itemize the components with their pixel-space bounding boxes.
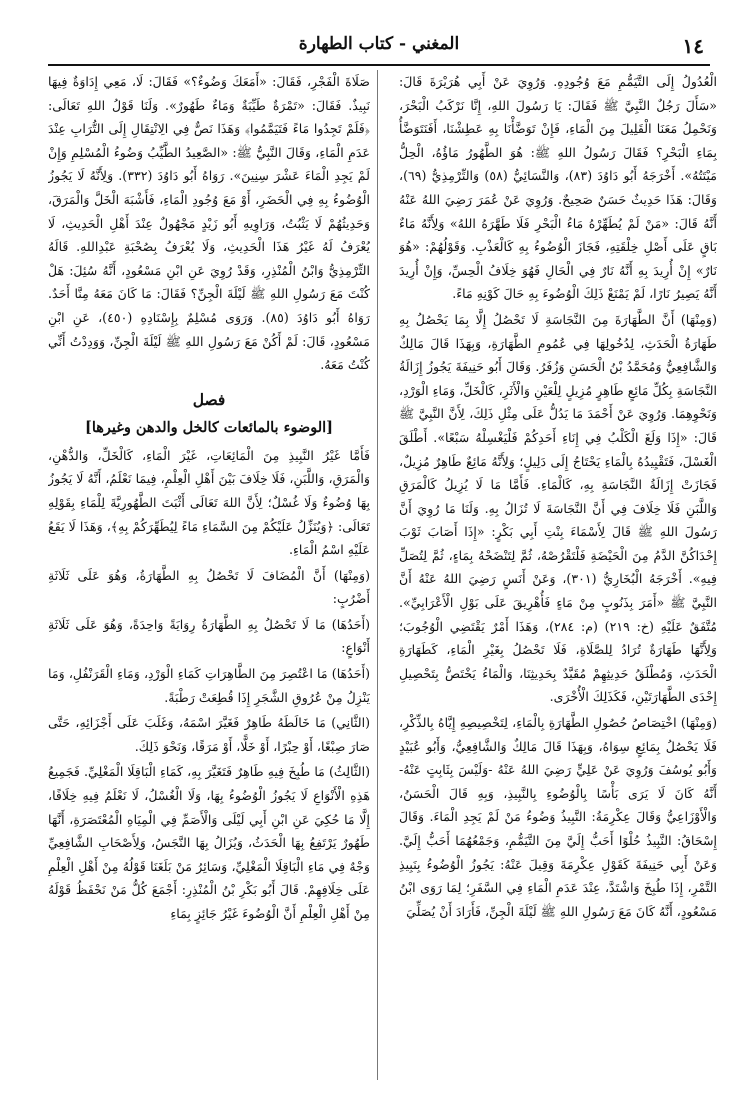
- paragraph: (وَمِنْهَا) أَنَّ الطَّهَارَةَ مِنَ النَّجَاسَةِ لَا تَحْصُلُ إِلَّا بِمَا يَحْصُلُ بِهِ طَهَارَةُ الْحَدَثِ، لِدُخُولِهَا فِي عُمُومِ الطَّهَارَةِ، وَبِهَذَا قَالَ مَالِكٌ وَالشَّافِعِيُّ وَمُحَمَّدُ بْنُ الْحَسَنِ وَزُفَرُ. وَقَالَ أَبُو حَنِيفَةَ يَجُوزُ إِزَالَةُ النَّجَاسَةِ بِكُلِّ مَائِعٍ طَاهِرٍ مُزِيلٍ لِلْعَيْنِ وَالْأَثَرِ، كَالْخَلِّ، وَمَاءِ الْوَرْدِ، وَنَحْوِهِمَا. وَرُوِيَ عَنْ أَحْمَدَ مَا يَدُلُّ عَلَى مِثْلِ ذَلِكَ، لِأَنَّ النَّبِيَّ ﷺ قَالَ: «إِذَا وَلَغَ الْكَلْبُ فِي إِنَاءِ أَحَدِكُمْ فَلْيَغْسِلْهُ سَبْعًا». أَطْلَقَ الْغَسْلَ، فَتَقْيِيدُهُ بِالْمَاءِ يَحْتَاجُ إِلَى دَلِيلٍ؛ وَلِأَنَّهُ مَائِعٌ طَاهِرٌ مُزِيلٌ، فَجَازَتْ إِزَالَةُ النَّجَاسَةِ بِهِ، كَالْمَاءِ. فَأَمَّا مَا لَا يُزِيلُ كَالْمَرَقِ وَاللَّبَنِ فَلَا خِلَافَ فِي أَنَّ النَّجَاسَةَ لَا تُزَالُ بِهِ. وَلَنَا مَا رُوِيَ أَنَّ رَسُولَ اللهِ ﷺ قَالَ لِأَسْمَاءَ بِنْتِ أَبِي بَكْرٍ: «إِذَا أَصَابَ ثَوْبَ إِحْدَاكُنَّ الدَّمُ مِنَ الْحَيْضَةِ فَلْتَقْرُصْهُ، ثُمَّ لِتَنْضَحْهُ بِمَاءٍ، ثُمَّ لِتُصَلِّ فِيهِ». أَخْرَجَهُ الْبُخَارِيُّ (٣٠١)، وَعَنْ أَنَسٍ رَضِيَ اللهُ عَنْهُ أَنَّ النَّبِيَّ ﷺ «أَمَرَ بِذَنُوبٍ مِنْ مَاءٍ فَأُهْرِيقَ عَلَى بَوْلِ الْأَعْرَابِيِّ». مُتَّفَقٌ عَلَيْهِ (خ: ٢١٩) (م: ٢٨٤)، وَهَذَا أَمْرٌ يَقْتَضِي الْوُجُوبَ؛ وَلِأَنَّهَا طَهَارَةٌ تُرَادُ لِلصَّلَاةِ، فَلَا تَحْصُلُ بِغَيْرِ الْمَاءِ، كَطَهَارَةِ الْحَدَثِ، وَمُطْلَقُ حَدِيثِهِمْ مُقَيَّدٌ بِحَدِيثِنَا، وَالْمَاءُ يَخْتَصُّ بِتَحْصِيلِ إِحْدَى الطَّهَارَتَيْنِ، فَكَذَلِكَ الْأُخْرَى.: [399, 311, 717, 705]
- column-divider: [377, 70, 378, 1080]
- left-column: [48, 70, 370, 1076]
- section-heading: فصل: [192, 389, 226, 409]
- paragraph: الْعُدُولُ إِلَى التَّيَمُّمِ مَعَ وُجُودِهِ. وَرُوِيَ عَنْ أَبِي هُرَيْرَةَ قَالَ: «سَأَلَ رَجُلٌ النَّبِيَّ ﷺ فَقَالَ: يَا رَسُولَ اللهِ، إِنَّا نَرْكَبُ الْبَحْرَ، وَنَحْمِلُ مَعَنَا الْقَلِيلَ مِنَ الْمَاءِ، فَإِنْ تَوَضَّأْنَا بِهِ عَطِشْنَا، أَفَنَتَوَضَّأُ بِمَاءِ الْبَحْرِ؟ فَقَالَ رَسُولُ اللهِ ﷺ: هُوَ الطَّهُورُ مَاؤُهُ، الْحِلُّ مَيْتَتُهُ». أَخْرَجَهُ أَبُو دَاوُدَ (٨٣)، وَالنَّسَائِيُّ (٥٨) وَالتِّرْمِذِيُّ (٦٩)، وَقَالَ: هَذَا حَدِيثٌ حَسَنٌ صَحِيحٌ. وَرُوِيَ عَنْ عُمَرَ رَضِيَ اللهُ عَنْهُ أَنَّهُ قَالَ: «مَنْ لَمْ يُطَهِّرْهُ مَاءُ الْبَحْرِ فَلَا طَهَّرَهُ اللهُ» وَلِأَنَّهُ مَاءٌ بَاقٍ عَلَى أَصْلِ خِلْقَتِهِ، فَجَازَ الْوُضُوءُ بِهِ كَالْعَذْبِ. وَقَوْلُهُمْ: «هُوَ نَارٌ» إِنْ أُرِيدَ بِهِ أَنَّهُ نَارٌ فِي الْحَالِ فَهُوَ خِلَافُ الْحِسِّ، وَإِنْ أُرِيدَ أَنَّهُ يَصِيرُ نَارًا، لَمْ يَمْنَعْ ذَلِكَ الْوُضُوءَ بِهِ حَالَ كَوْنِهِ مَاءً.: [399, 74, 717, 302]
- paragraph: (أَحَدُهَا) مَا اعْتُصِرَ مِنَ الطَّاهِرَاتِ كَمَاءِ الْوَرْدِ، وَمَاءِ الْقَرَنْفُلِ، وَمَا يَنْزِلُ مِنْ عُرُوقِ الشَّجَرِ إِذَا قُطِعَتْ رَطْبَةً.: [48, 666, 370, 705]
- page-number: ١٤: [682, 34, 704, 58]
- page-header: [48, 30, 710, 66]
- paragraph: فَأَمَّا غَيْرُ النَّبِيذِ مِنَ الْمَائِعَاتِ، غَيْرَ الْمَاءِ، كَالْخَلِّ، وَالدُّهْنِ، وَالْمَرَقِ، وَاللَّبَنِ، فَلَا خِلَافَ بَيْنَ أَهْلِ الْعِلْمِ، فِيمَا نَعْلَمُ، أَنَّهُ لَا يَجُوزُ بِهَا وُضُوءٌ وَلَا غُسْلٌ؛ لِأَنَّ اللهَ تَعَالَى أَثْبَتَ الطَّهُورِيَّةَ لِلْمَاءِ بِقَوْلِهِ تَعَالَى: ﴿وَيُنَزِّلُ عَلَيْكُمْ مِنَ السَّمَاءِ مَاءً لِيُطَهِّرَكُمْ بِهِ﴾، وَهَذَا لَا يَقَعُ عَلَيْهِ اسْمُ الْمَاءِ.: [48, 447, 370, 558]
- paragraph: (الثَّالِثُ) مَا طُبِخَ فِيهِ طَاهِرٌ فَتَغَيَّرَ بِهِ، كَمَاءِ الْبَاقِلَا الْمَغْلِيِّ. فَجَمِيعُ هَذِهِ الْأَنْوَاعِ لَا يَجُوزُ الْوُضُوءُ بِهَا، وَلَا الْغُسْلُ، لَا نَعْلَمُ فِيهِ خِلَافًا، إِلَّا مَا حُكِيَ عَنِ ابْنِ أَبِي لَيْلَى وَالْأَصَمِّ فِي الْمِيَاهِ الْمُعْتَصَرَةِ، أَنَّهَا طَهُورٌ يَرْتَفِعُ بِهَا الْحَدَثُ، وَيُزَالُ بِهَا النَّجَسُ، وَلِأَصْحَابِ الشَّافِعِيِّ وَجْهٌ فِي مَاءِ الْبَاقِلَا الْمَغْلِيِّ، وَسَائِرُ مَنْ بَلَغَنَا قَوْلُهُ مِنْ أَهْلِ الْعِلْمِ عَلَى خِلَافِهِمْ. قَالَ أَبُو بَكْرِ بْنُ الْمُنْذِرِ: أَجْمَعَ كُلُّ مَنْ نَحْفَظُ قَوْلَهُ مِنْ أَهْلِ الْعِلْمِ أَنَّ الْوُضُوءَ غَيْرُ جَائِزٍ بِمَاءِ: [48, 764, 370, 921]
- right-column: [399, 70, 717, 1076]
- paragraph: صَلَاةَ الْفَجْرِ، فَقَالَ: «أَمَعَكَ وَضُوءٌ؟» فَقَالَ: لَا، مَعِي إِدَاوَةٌ فِيهَا نَبِيذٌ. فَقَالَ: «تَمْرَةٌ طَيِّبَةٌ وَمَاءٌ طَهُورٌ». وَلَنَا قَوْلُ اللهِ تَعَالَى: ﴿فَلَمْ تَجِدُوا مَاءً فَتَيَمَّمُوا﴾ وَهَذَا نَصٌّ فِي الِانْتِقَالِ إِلَى التُّرَابِ عِنْدَ عَدَمِ الْمَاءِ، وَقَالَ النَّبِيُّ ﷺ: «الصَّعِيدُ الطَّيِّبُ وَضُوءُ الْمُسْلِمِ وَإِنْ لَمْ يَجِدِ الْمَاءَ عَشْرَ سِنِينَ». رَوَاهُ أَبُو دَاوُدَ (٣٣٢). وَلِأَنَّهُ لَا يَجُوزُ الْوُضُوءُ بِهِ فِي الْحَضَرِ، أَوْ مَعَ وُجُودِ الْمَاءِ، فَأَشْبَهَ الْخَلَّ وَالْمَرَقَ، وَحَدِيثُهُمْ لَا يَثْبُتُ، وَرَاوِيهِ أَبُو زَيْدٍ مَجْهُولٌ عِنْدَ أَهْلِ الْحَدِيثِ، لَا يُعْرَفُ لَهُ غَيْرُ هَذَا الْحَدِيثِ، وَلَا يُعْرَفُ بِصُحْبَةِ عَبْدِاللهِ. قَالَهُ التِّرْمِذِيُّ وَابْنُ الْمُنْذِرِ، وَقَدْ رُوِيَ عَنِ ابْنِ مَسْعُودٍ، أَنَّهُ سُئِلَ: هَلْ كُنْتَ مَعَ رَسُولِ اللهِ ﷺ لَيْلَةَ الْجِنِّ؟ فَقَالَ: مَا كَانَ مَعَهُ مِنَّا أَحَدٌ. رَوَاهُ أَبُو دَاوُدَ (٨٥). وَرَوَى مُسْلِمٌ بِإِسْنَادِهِ (٤٥٠)، عَنِ ابْنِ مَسْعُودٍ، قَالَ: لَمْ أَكُنْ مَعَ رَسُولِ اللهِ ﷺ لَيْلَةَ الْجِنِّ، وَوَدِدْتُ أَنِّي كُنْتُ مَعَهُ.: [48, 74, 370, 373]
- paragraph: (الثَّانِي) مَا خَالَطَهُ طَاهِرٌ فَغَيَّرَ اسْمَهُ، وَغَلَبَ عَلَى أَجْزَائِهِ، حَتَّى صَارَ صِبْغًا، أَوْ حِبْرًا، أَوْ خَلًّا، أَوْ مَرَقًا، وَنَحْوَ ذَلِكَ.: [48, 715, 370, 754]
- paragraph: (وَمِنْهَا) أَنَّ الْمُضَافَ لَا تَحْصُلُ بِهِ الطَّهَارَةُ، وَهُوَ عَلَى ثَلَاثَةِ أَضْرُبٍ:: [48, 567, 370, 607]
- paragraph: (وَمِنْهَا) اخْتِصَاصُ حُصُولِ الطَّهَارَةِ بِالْمَاءِ، لِتَخْصِيصِهِ إِيَّاهُ بِالذِّكْرِ، فَلَا يَحْصُلُ بِمَائِعٍ سِوَاهُ، وَبِهَذَا قَالَ مَالِكٌ وَالشَّافِعِيُّ، وَأَبُو عُبَيْدٍ وَأَبُو يُوسُفَ وَرُوِيَ عَنْ عَلِيٍّ رَضِيَ اللهُ عَنْهُ -وَلَيْسَ بِثَابِتٍ عَنْهُ- أَنَّهُ كَانَ لَا يَرَى بَأْسًا بِالْوُضُوءِ بِالنَّبِيذِ، وَبِهِ قَالَ الْحَسَنُ، وَالْأَوْزَاعِيُّ وَقَالَ عِكْرِمَةُ: النَّبِيذُ وَضُوءُ مَنْ لَمْ يَجِدِ الْمَاءَ. وَقَالَ إِسْحَاقُ: النَّبِيذُ حُلْوًا أَحَبُّ إِلَيَّ مِنَ التَّيَمُّمِ، وَجَمْعُهُمَا أَحَبُّ إِلَيَّ. وَعَنْ أَبِي حَنِيفَةَ كَقَوْلِ عِكْرِمَةَ وَقِيلَ عَنْهُ: يَجُوزُ الْوُضُوءُ بِنَبِيذِ التَّمْرِ، إِذَا طُبِخَ وَاشْتَدَّ، عِنْدَ عَدَمِ الْمَاءِ فِي السَّفَرِ؛ لِمَا رَوَى ابْنُ مَسْعُودٍ، أَنَّهُ كَانَ مَعَ رَسُولِ اللهِ ﷺ لَيْلَةَ الْجِنِّ، فَأَرَادَ أَنْ يُصَلِّيَ: [399, 715, 717, 919]
- section-subheading: [الوضوء بالمائعات كالخل والدهن وغيرها]: [84, 418, 334, 436]
- running-title: المغني - كتاب الطهارة: [298, 34, 460, 54]
- paragraph: (أَحَدُهَا) مَا لَا تَحْصُلُ بِهِ الطَّهَارَةُ رِوَايَةً وَاحِدَةً، وَهُوَ عَلَى ثَلَاثَةِ أَنْوَاعٍ:: [48, 616, 370, 656]
